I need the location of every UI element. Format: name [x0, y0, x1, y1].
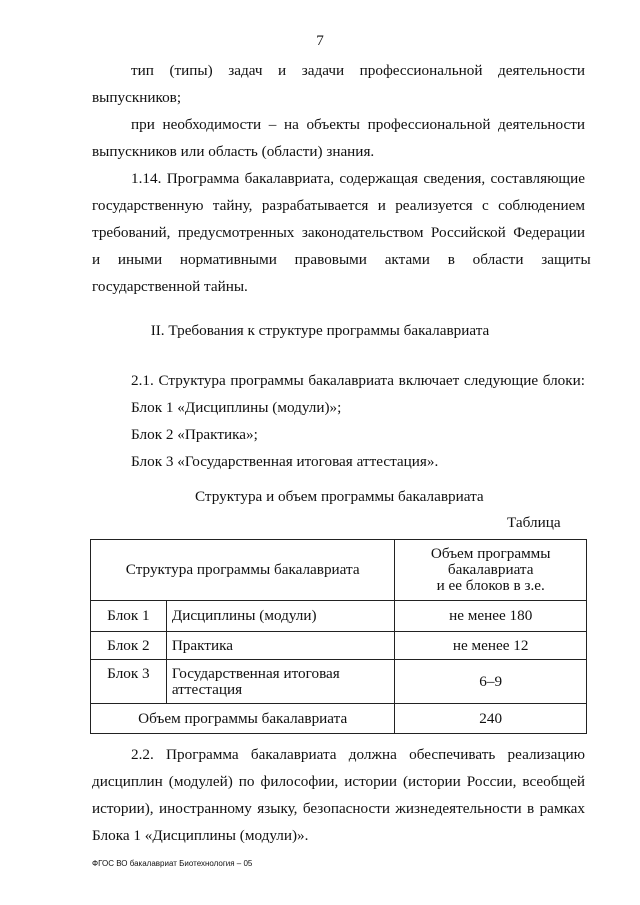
block-list-item: Блок 2 «Практика»; — [131, 426, 258, 443]
block-volume-cell: не менее 12 — [395, 632, 587, 660]
block-list-item: Блок 1 «Дисциплины (модули)»; — [131, 399, 342, 416]
block-name-cell: Дисциплины (модули) — [166, 601, 395, 632]
footer-note: ФГОС ВО бакалавриат Биотехнология – 05 — [92, 859, 253, 868]
paragraph-line: и иными нормативными правовыми актами в области защиты — [92, 251, 591, 268]
paragraph-line: государственной тайны. — [92, 278, 248, 295]
paragraph-line: выпускников или область (области) знания. — [92, 143, 375, 160]
header-volume-cell — [395, 540, 587, 601]
paragraph-line: тип (типы) задач и задачи профессиональной деятельности — [131, 62, 585, 79]
paragraph-line: 2.1. Структура программы бакалавриата включает следующие блоки: — [131, 372, 585, 389]
table-caption: Структура и объем программы бакалавриата — [195, 488, 484, 505]
paragraph-line: государственную тайну, разрабатывается и реализуется с соблюдением — [92, 197, 585, 214]
header-volume-line: Объем программы — [430, 545, 551, 562]
block-cell: Блок 3 — [91, 660, 167, 704]
block-volume-cell: не менее 180 — [395, 601, 587, 632]
block-name-cell: Практика — [166, 632, 395, 660]
block-volume-cell: 6–9 — [395, 660, 587, 704]
paragraph-line: дисциплин (модулей) по философии, истории (истории России, всеобщей — [92, 773, 585, 790]
block-cell: Блок 2 — [91, 632, 167, 660]
table-row — [91, 632, 587, 660]
total-label-cell: Объем программы бакалавриата — [91, 704, 395, 734]
block-name-line: аттестация — [171, 680, 243, 698]
paragraph-line: 1.14. Программа бакалавриата, содержащая сведения, составляющие — [131, 170, 585, 187]
paragraph-line: Блока 1 «Дисциплины (модули)». — [92, 827, 309, 844]
paragraph-line: 2.2. Программа бакалавриата должна обеспечивать реализацию — [131, 746, 585, 763]
table-label: Таблица — [507, 514, 561, 531]
table-total-row — [91, 704, 587, 734]
block-list-item: Блок 3 «Государственная итоговая аттестация». — [131, 453, 439, 470]
paragraph-line: при необходимости – на объекты профессиональной деятельности — [131, 116, 585, 133]
paragraph-line: требований, предусмотренных законодательством Российской Федерации — [92, 224, 585, 241]
header-structure-cell: Структура программы бакалавриата — [91, 540, 395, 601]
header-volume-line: и ее блоков в з.е. — [436, 577, 545, 594]
section-heading: II. Требования к структуре программы бакалавриата — [150, 322, 490, 339]
block-cell: Блок 1 — [91, 601, 167, 632]
paragraph-line: выпускников; — [92, 89, 182, 106]
total-value-cell: 240 — [395, 704, 587, 734]
block-name-cell — [166, 660, 395, 704]
table-header-row — [91, 540, 587, 601]
table-row — [91, 601, 587, 632]
table-row — [91, 660, 587, 704]
page-number: 7 — [316, 32, 324, 49]
block-name-line: Государственная итоговая — [171, 664, 340, 682]
paragraph-line: истории), иностранному языку, безопасности жизнедеятельности в рамках — [92, 800, 585, 817]
program-structure-table — [90, 539, 587, 734]
header-volume-line: бакалавриата — [447, 561, 534, 578]
